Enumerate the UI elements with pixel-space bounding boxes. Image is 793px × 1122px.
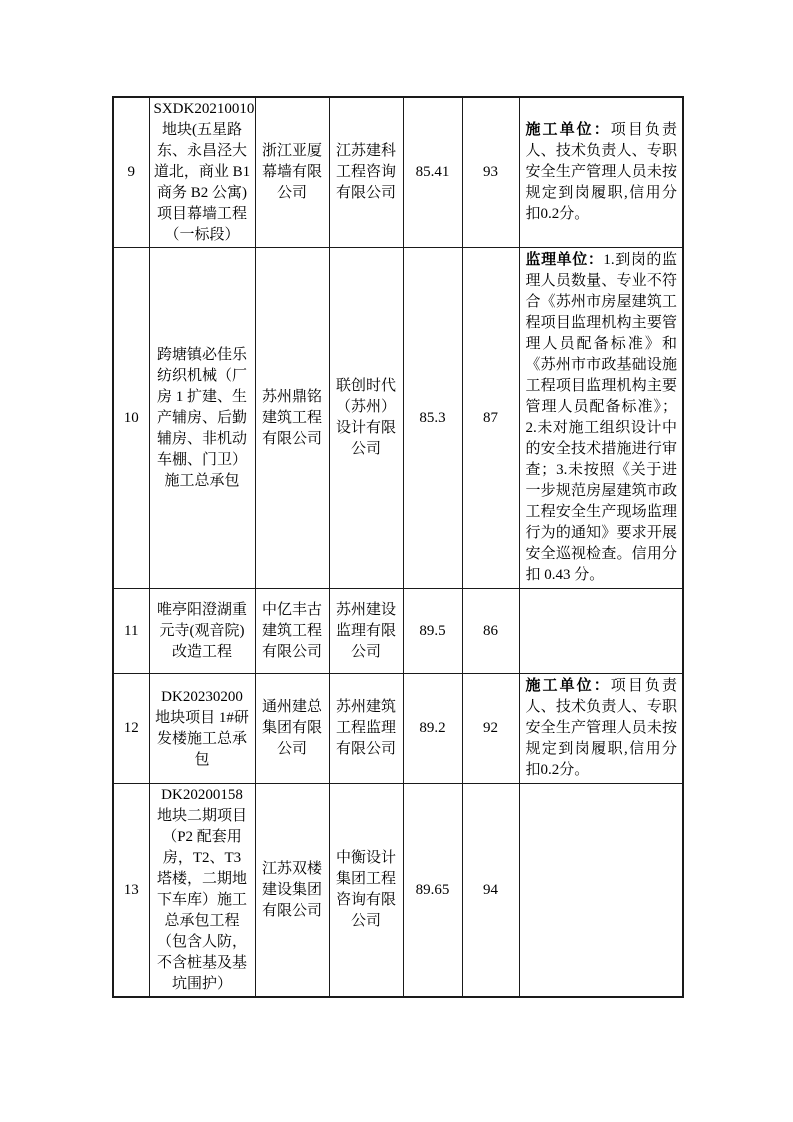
remark-cell <box>519 97 683 248</box>
project-name-cell: 唯亭阳澄湖重元寺(观音院)改造工程 <box>149 589 255 674</box>
project-name-cell: SXDK20210010 地块(五星路东、永昌泾大道北，商业 B1 商务 B2 公寓)项目幕墙工程（一标段） <box>149 97 255 248</box>
evaluation-table <box>112 96 684 998</box>
table-row <box>113 97 683 248</box>
supervisor-cell: 中衡设计集团工程咨询有限公司 <box>329 784 403 998</box>
remark-cell <box>519 589 683 674</box>
project-name-cell: DK20200158 地块二期项目（P2 配套用房，T2、T3 塔楼，二期地下车库）施工总承包工程（包含人防，不含桩基及基坑围护） <box>149 784 255 998</box>
supervisor-cell: 苏州建设监理有限公司 <box>329 589 403 674</box>
table-row <box>113 784 683 998</box>
contractor-cell: 中亿丰古建筑工程有限公司 <box>255 589 329 674</box>
score-cell-1: 85.3 <box>403 248 462 589</box>
contractor-cell: 通州建总集团有限公司 <box>255 674 329 784</box>
supervisor-cell: 联创时代（苏州）设计有限公司 <box>329 248 403 589</box>
supervisor-cell: 江苏建科工程咨询有限公司 <box>329 97 403 248</box>
contractor-cell: 苏州鼎铭建筑工程有限公司 <box>255 248 329 589</box>
score-cell-2: 94 <box>462 784 519 998</box>
table-row <box>113 248 683 589</box>
row-number-cell: 11 <box>113 589 149 674</box>
score-cell-2: 87 <box>462 248 519 589</box>
project-name-cell: DK20230200 地块项目 1#研发楼施工总承包 <box>149 674 255 784</box>
score-cell-1: 85.41 <box>403 97 462 248</box>
row-number-cell: 12 <box>113 674 149 784</box>
score-cell-1: 89.5 <box>403 589 462 674</box>
row-number-cell: 9 <box>113 97 149 248</box>
supervisor-cell: 苏州建筑工程监理有限公司 <box>329 674 403 784</box>
remark-cell <box>519 248 683 589</box>
remark-text: 1.到岗的监理人员数量、专业不符合《苏州市房屋建筑工程项目监理机构主要管理人员配备标准》和《苏州市市政基础设施工程项目监理机构主要管理人员配备标准》；2.未对施工组织设计中的安全技术措施进行审查；3.未按照《关于进一步规范房屋建筑市政工程安全生产现场监理行为的通知》要求开展安全巡视检查。信用分扣 0.43 分。 <box>525 252 677 583</box>
remark-text: 项目负责人、技术负责人、专职安全生产管理人员未按规定到岗履职,信用分扣0.2分。 <box>525 678 677 778</box>
project-name-cell: 跨塘镇必佳乐纺织机械（厂房 1 扩建、生产辅房、后勤辅房、非机动车棚、门卫）施工总承包 <box>149 248 255 589</box>
contractor-cell: 江苏双楼建设集团有限公司 <box>255 784 329 998</box>
row-number-cell: 13 <box>113 784 149 998</box>
remark-cell <box>519 784 683 998</box>
score-cell-2: 86 <box>462 589 519 674</box>
remark-cell <box>519 674 683 784</box>
remark-unit-label: 施工单位： <box>525 122 611 138</box>
remark-unit-label: 施工单位： <box>525 678 611 694</box>
contractor-cell: 浙江亚厦幕墙有限公司 <box>255 97 329 248</box>
remark-text: 项目负责人、技术负责人、专职安全生产管理人员未按规定到岗履职,信用分扣0.2分。 <box>525 122 677 222</box>
score-cell-2: 92 <box>462 674 519 784</box>
score-cell-2: 93 <box>462 97 519 248</box>
table-row <box>113 674 683 784</box>
score-cell-1: 89.65 <box>403 784 462 998</box>
score-cell-1: 89.2 <box>403 674 462 784</box>
row-number-cell: 10 <box>113 248 149 589</box>
table-row <box>113 589 683 674</box>
remark-unit-label: 监理单位： <box>525 252 604 268</box>
